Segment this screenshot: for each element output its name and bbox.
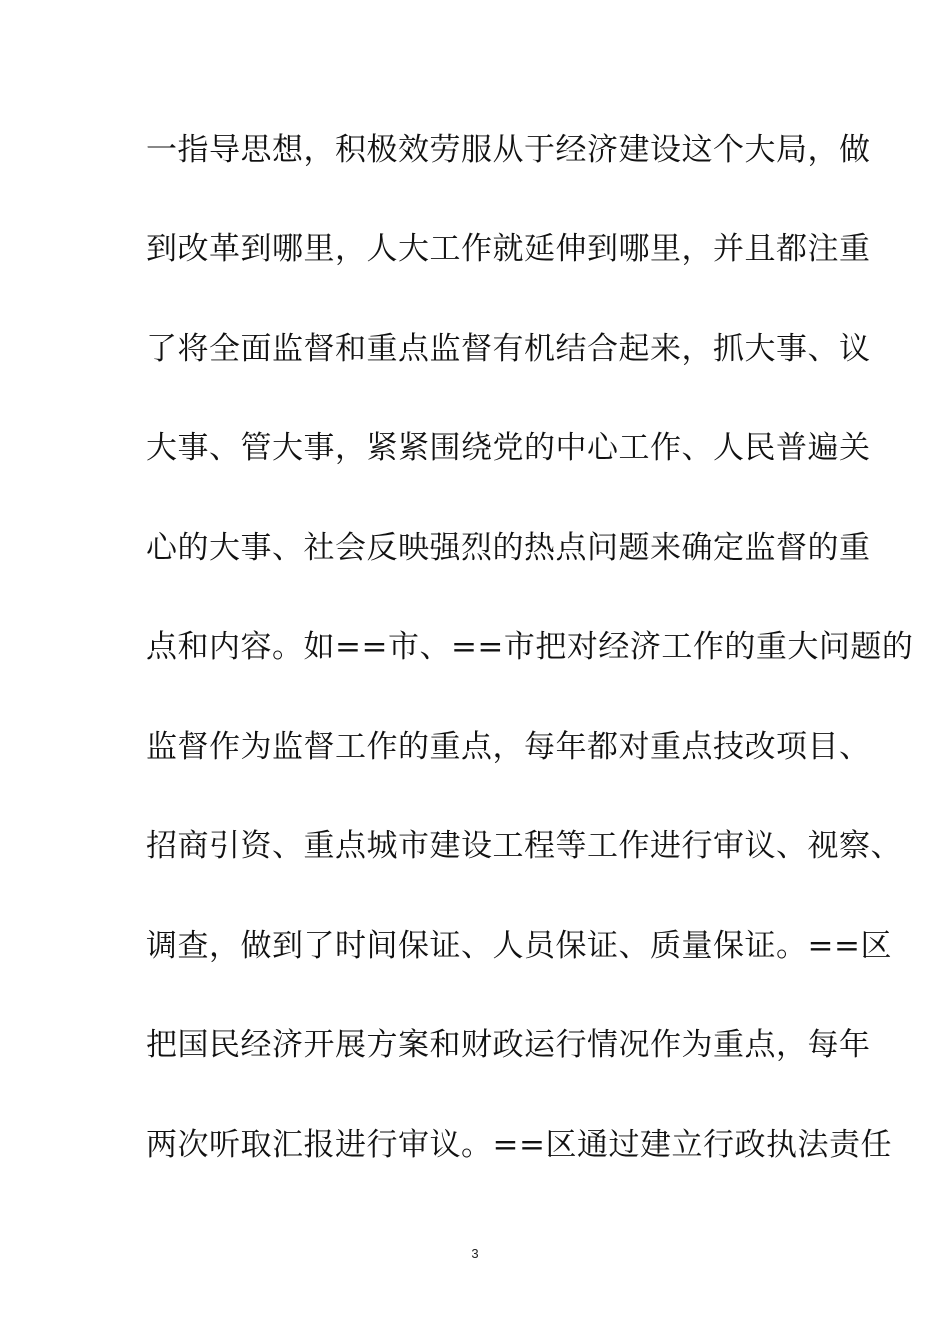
paragraph-line: 把国民经济开展方案和财政运行情况作为重点，每年 bbox=[146, 1027, 871, 1063]
paragraph-line: 到改革到哪里，人大工作就延伸到哪里，并且都注重 bbox=[146, 231, 871, 267]
paragraph-line: 监督作为监督工作的重点，每年都对重点技改项目、 bbox=[146, 729, 871, 765]
paragraph-line: 点和内容。如==市、==市把对经济工作的重大问题的 bbox=[146, 629, 914, 665]
paragraph-line: 招商引资、重点城市建设工程等工作进行审议、视察、 bbox=[146, 828, 902, 864]
paragraph-line: 两次听取汇报进行审议。==区通过建立行政执法责任 bbox=[146, 1127, 892, 1163]
paragraph-line: 一指导思想，积极效劳服从于经济建设这个大局，做 bbox=[146, 132, 871, 168]
page-number: 3 bbox=[471, 1246, 479, 1261]
paragraph-line: 心的大事、社会反映强烈的热点问题来确定监督的重 bbox=[146, 530, 871, 566]
paragraph-line: 大事、管大事，紧紧围绕党的中心工作、人民普遍关 bbox=[146, 430, 871, 466]
paragraph-line: 调查，做到了时间保证、人员保证、质量保证。==区 bbox=[146, 928, 892, 964]
paragraph-line: 了将全面监督和重点监督有机结合起来，抓大事、议 bbox=[146, 331, 871, 367]
